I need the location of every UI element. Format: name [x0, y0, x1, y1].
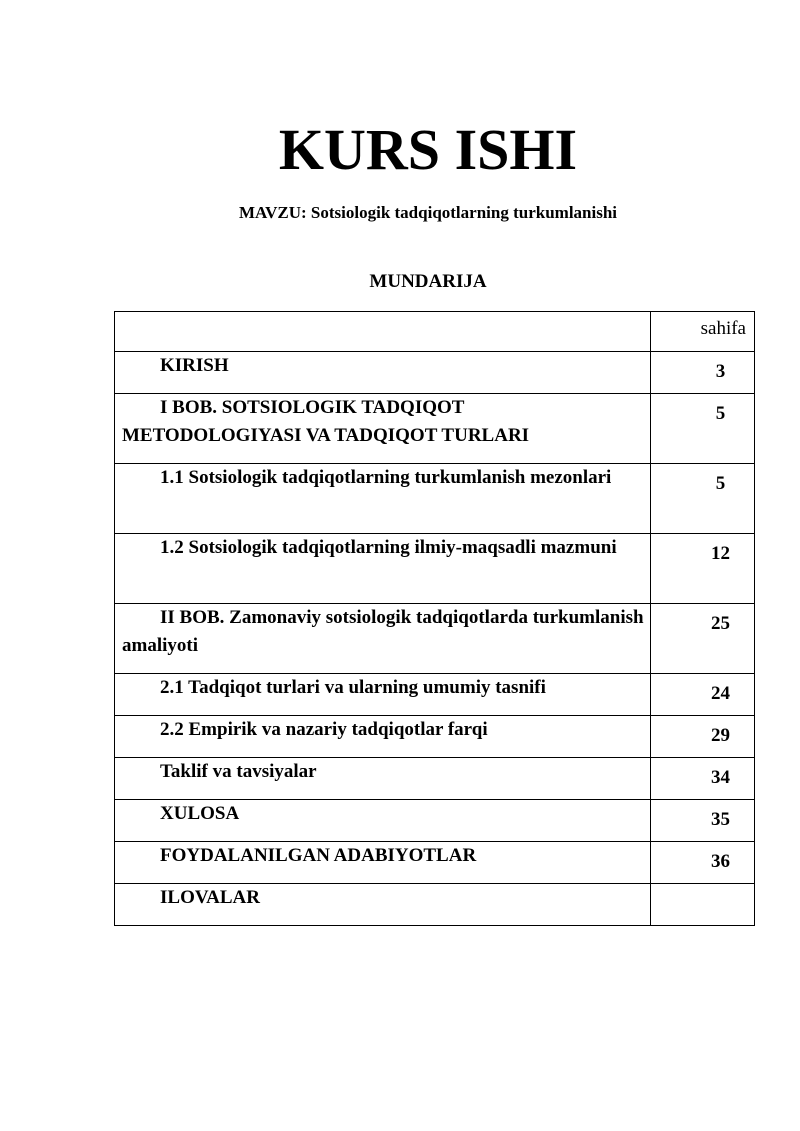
toc-entry-text: 2.1 Tadqiqot turlari va ularning umumiy tasnifi: [160, 677, 546, 698]
toc-entry-text: I BOB. SOTSIOLOGIK TADQIQOT METODOLOGIYASI VA TADQIQOT TURLARI: [122, 397, 530, 446]
document-title: KURS ISHI: [278, 117, 578, 182]
toc-row: [115, 352, 755, 394]
toc-entry: [115, 884, 651, 926]
toc-header-blank-cell: [115, 312, 651, 352]
toc-row: [115, 674, 755, 716]
toc-header-row: [115, 312, 755, 352]
toc-entry-text: KIRISH: [160, 355, 229, 376]
toc-page-number: 5: [651, 394, 755, 464]
toc-heading: MUNDARIJA: [369, 271, 487, 292]
toc-page-number: [651, 884, 755, 926]
toc-entry: [115, 534, 651, 604]
toc-page-number: 35: [651, 800, 755, 842]
toc-entry-text: FOYDALANILGAN ADABIYOTLAR: [160, 845, 477, 866]
toc-entry: [115, 800, 651, 842]
toc-entry-text: Taklif va tavsiyalar: [160, 761, 317, 782]
toc-entry-text: 1.1 Sotsiologik tadqiqotlarning turkumlanish mezonlari: [160, 467, 612, 488]
toc-entry-text: 2.2 Empirik va nazariy tadqiqotlar farqi: [160, 719, 488, 740]
toc-page-number: 5: [651, 464, 755, 534]
toc-entry-text: XULOSA: [160, 803, 240, 824]
toc-row: [115, 394, 755, 464]
table-of-contents: [114, 311, 755, 926]
toc-row: [115, 758, 755, 800]
toc-entry: [115, 394, 651, 464]
toc-row: [115, 800, 755, 842]
toc-entry: [115, 758, 651, 800]
toc-page-number: 34: [651, 758, 755, 800]
toc-entry-text: ILOVALAR: [160, 887, 260, 908]
toc-row: [115, 534, 755, 604]
toc-page-number: 24: [651, 674, 755, 716]
toc-row: [115, 716, 755, 758]
toc-page-number: 3: [651, 352, 755, 394]
toc-page-number: 25: [651, 604, 755, 674]
toc-row: [115, 464, 755, 534]
toc-page-number: 36: [651, 842, 755, 884]
toc-row: [115, 884, 755, 926]
toc-page-column-header: sahifa: [651, 312, 755, 352]
toc-entry-text: 1.2 Sotsiologik tadqiqotlarning ilmiy-maqsadli mazmuni: [160, 537, 617, 558]
toc-page-number: 12: [651, 534, 755, 604]
toc-entry-text: II BOB. Zamonaviy sotsiologik tadqiqotlarda turkumlanish amaliyoti: [122, 607, 644, 656]
toc-entry: [115, 716, 651, 758]
toc-entry: [115, 352, 651, 394]
toc-entry: [115, 674, 651, 716]
toc-page-number: 29: [651, 716, 755, 758]
document-subtitle: MAVZU: Sotsiologik tadqiqotlarning turkumlanishi: [238, 203, 618, 222]
toc-entry: [115, 464, 651, 534]
toc-row: [115, 842, 755, 884]
toc-entry: [115, 842, 651, 884]
toc-row: [115, 604, 755, 674]
toc-entry: [115, 604, 651, 674]
